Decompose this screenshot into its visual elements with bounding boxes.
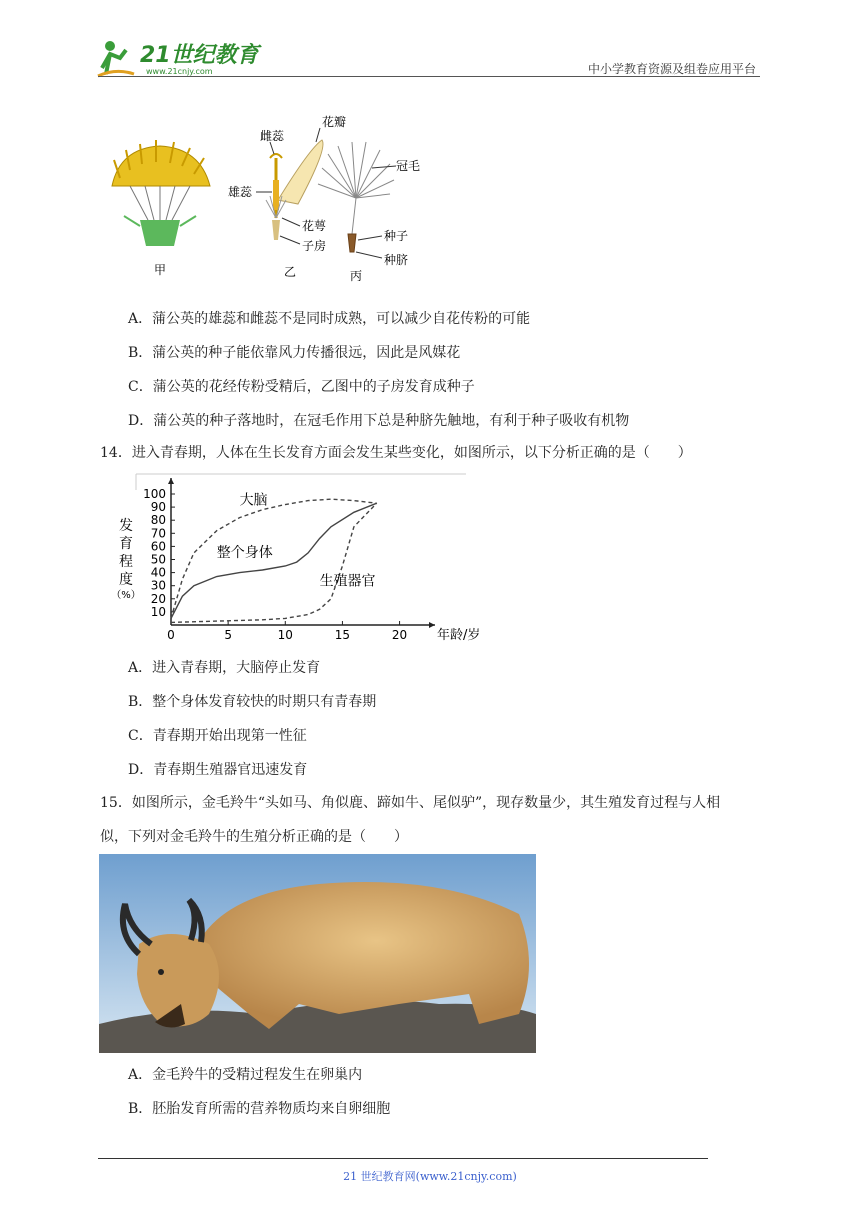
y-tick-label: 40 (150, 565, 166, 580)
x-axis-arrow (429, 622, 435, 628)
y-axis-label-char: 程 (119, 554, 133, 570)
y-tick-label: 100 (143, 487, 166, 501)
q15-option-b: B．胚胎发育所需的营养物质均来自卵细胞 (128, 1101, 391, 1117)
q13-option-a: A．蒲公英的雄蕊和雌蕊不是同时成熟，可以减少自花传粉的可能 (128, 311, 531, 327)
q15-stem-line2: 似，下列对金毛羚牛的生殖分析正确的是（ ） (100, 829, 408, 845)
q14-option-a: A．进入青春期，大脑停止发育 (128, 660, 321, 676)
growth-development-chart (108, 470, 481, 646)
x-axis-label: 年龄/岁 (437, 628, 481, 643)
header-platform-text: 中小学教育资源及组卷应用平台 (587, 62, 756, 76)
y-tick-label: 10 (150, 604, 166, 619)
series-label-2: 生殖器官 (319, 573, 376, 590)
series-line-1 (171, 503, 377, 618)
series-line-2 (171, 503, 377, 622)
golden-takin-photo (99, 854, 536, 1053)
y-tick-label: 30 (150, 578, 166, 593)
y-tick-label: 20 (150, 591, 166, 606)
y-axis-label-char: 发 (119, 518, 133, 534)
label-zhongqi: 种脐 (384, 253, 409, 267)
site-logo (96, 38, 266, 78)
x-tick-label: 20 (391, 628, 408, 642)
logo-text: 21世纪教育 (140, 43, 259, 68)
q13-option-d: D．蒲公英的种子落地时，在冠毛作用下总是种脐先触地，有利于种子吸收有机物 (128, 413, 630, 429)
header-divider (98, 76, 760, 77)
q13-option-c: C．蒲公英的花经传粉受精后，乙图中的子房发育成种子 (128, 379, 475, 395)
q14-option-d: D．青春期生殖器官迅速发育 (128, 762, 308, 778)
label-huae: 花萼 (302, 219, 327, 233)
runner-icon (98, 41, 134, 76)
label-yi: 乙 (284, 265, 297, 279)
y-axis-unit: （%） (111, 590, 141, 601)
y-axis-arrow (168, 478, 174, 484)
q13-option-b: B．蒲公英的种子能依靠风力传播很远，因此是风媒花 (128, 345, 461, 361)
label-zhongzi: 种子 (384, 229, 409, 243)
q15-stem-line1: 15．如图所示，金毛羚牛“头如马、角似鹿、蹄如牛、尾似驴”，现存数量少，其生殖发育过程与人相 (100, 795, 721, 811)
y-axis-label-char: 度 (119, 572, 133, 588)
label-xiongrui: 雄蕊 (228, 185, 253, 199)
logo-url: www.21cnjy.com (146, 67, 213, 76)
series-label-0: 大脑 (239, 492, 268, 509)
dandelion-figure (100, 108, 440, 288)
y-tick-label: 70 (150, 526, 166, 541)
y-axis-label-char: 育 (119, 536, 133, 552)
x-tick-label: 0 (167, 628, 175, 642)
label-bing: 丙 (350, 269, 363, 283)
q14-option-c: C．青春期开始出现第一性征 (128, 728, 307, 744)
q15-option-a: A．金毛羚牛的受精过程发生在卵巢内 (128, 1067, 363, 1083)
label-huaban: 花瓣 (322, 115, 347, 129)
x-tick-label: 5 (224, 628, 232, 642)
y-tick-label: 90 (150, 500, 166, 515)
x-tick-label: 15 (334, 628, 351, 642)
dandelion-flower-head-jia (112, 140, 210, 246)
y-tick-label: 50 (150, 552, 166, 567)
y-tick-label: 80 (150, 513, 166, 528)
label-zifang: 子房 (302, 239, 327, 253)
q14-stem: 14．进入青春期，人体在生长发育方面会发生某些变化，如图所示，以下分析正确的是（ ） (100, 445, 692, 461)
series-label-1: 整个身体 (216, 544, 273, 561)
chart-axes (168, 478, 435, 628)
footer-site-text: 21 世纪教育网(www.21cnjy.com) (343, 1170, 517, 1183)
label-cirui: 雌蕊 (260, 129, 285, 143)
x-tick-label: 10 (277, 628, 293, 642)
footer-divider (98, 1158, 708, 1159)
label-guanmao: 冠毛 (396, 159, 421, 173)
q14-option-b: B．整个身体发育较快的时期只有青春期 (128, 694, 377, 710)
y-axis-label (111, 518, 141, 601)
y-tick-label: 60 (150, 539, 166, 554)
label-jia: 甲 (154, 263, 167, 277)
